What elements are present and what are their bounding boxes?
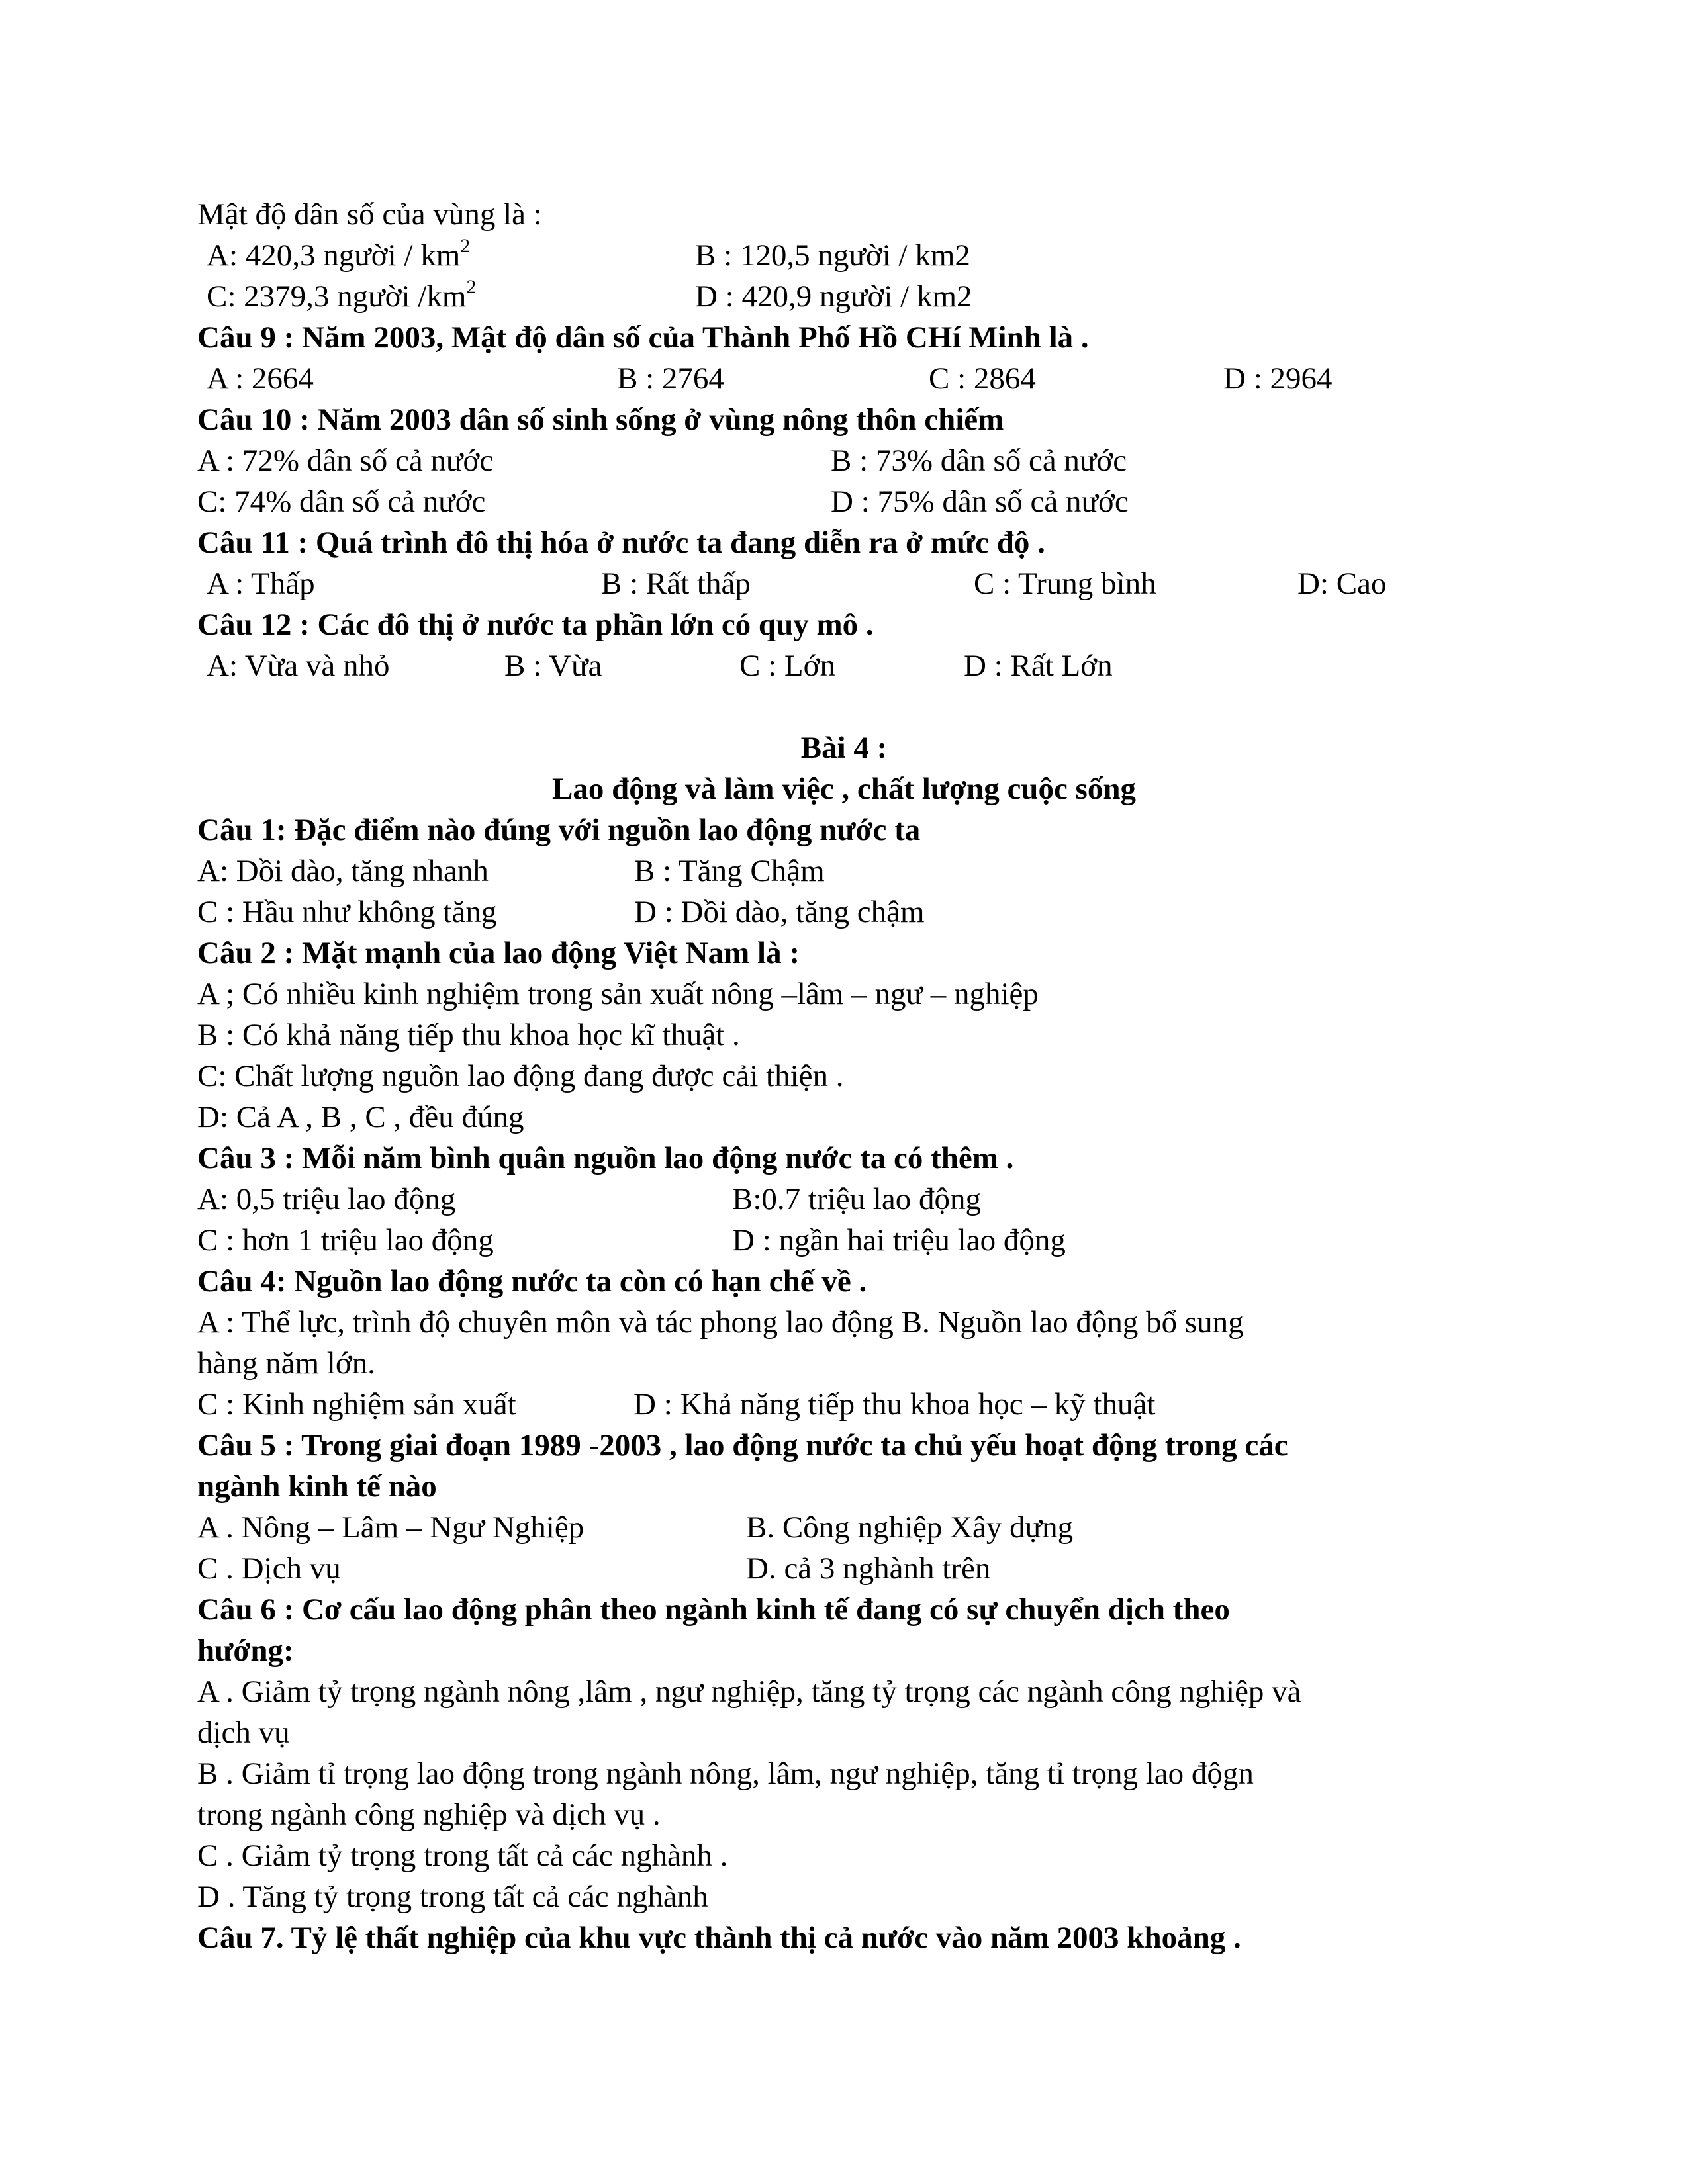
answer-option-b: B:0.7 triệu lao động bbox=[732, 1182, 981, 1216]
answer-option-a: A ; Có nhiều kinh nghiệm trong sản xuất nông –lâm – ngư – nghiệp bbox=[197, 977, 1039, 1011]
answer-option-c: C: 2379,3 người $/km^2$ bbox=[207, 276, 477, 314]
answer-option-d: D : 420,9 người / km2 bbox=[695, 279, 972, 314]
answer-option-a: A: Vừa và nhỏ bbox=[207, 649, 390, 683]
answer-option-b: B . Giảm tỉ trọng lao động trong ngành nông, lâm, ngư nghiệp, tăng tỉ trọng lao độgn bbox=[197, 1756, 1254, 1791]
answer-option-b: B : 73% dân số cả nước bbox=[831, 443, 1127, 478]
answer-option-d: D : 2964 bbox=[1223, 361, 1333, 396]
answer-option-b: B. Công nghiệp Xây dựng bbox=[746, 1510, 1074, 1545]
answer-option-c: C : Hầu như không tăng bbox=[197, 895, 497, 929]
answer-option-a: A : 72% dân số cả nước bbox=[197, 443, 494, 478]
question-3-stem: Câu 3 : Mỗi năm bình quân nguồn lao động nước ta có thêm . bbox=[197, 1141, 1014, 1175]
answer-option-c: C : Kinh nghiệm sản xuất bbox=[197, 1387, 516, 1422]
answer-option-c: C : hơn 1 triệu lao động bbox=[197, 1223, 494, 1257]
answer-option-a: A : 2664 bbox=[207, 361, 314, 396]
answer-option-a: A : Thấp bbox=[207, 567, 315, 601]
answer-option-a: A: Dồi dào, tăng nhanh bbox=[197, 854, 489, 888]
lesson-heading: Bài 4 : bbox=[800, 731, 888, 765]
answer-option-a: A . Giảm tỷ trọng ngành nông ,lâm , ngư nghiệp, tăng tỷ trọng các ngành công nghiệp và bbox=[197, 1674, 1301, 1709]
answer-option-b: B : 2764 bbox=[617, 361, 724, 396]
answer-option-d: D . Tăng tỷ trọng trong tất cả các nghành bbox=[197, 1880, 708, 1914]
question-12-stem: Câu 12 : Các đô thị ở nước ta phần lớn có quy mô . bbox=[197, 608, 874, 642]
question-6-stem: Câu 6 : Cơ cấu lao động phân theo ngành kinh tế đang có sự chuyển dịch theo bbox=[197, 1592, 1230, 1627]
answer-option-d: D. cả 3 nghành trên bbox=[746, 1551, 991, 1586]
answer-option-b: B : Rất thấp bbox=[601, 567, 751, 601]
answer-option-d: D : ngần hai triệu lao động bbox=[732, 1223, 1066, 1257]
question-5-stem-continued: ngành kinh tế nào bbox=[197, 1469, 437, 1504]
answer-option-d: D: Cao bbox=[1297, 567, 1387, 601]
answer-option-c: C . Giảm tỷ trọng trong tất cả các nghành . bbox=[197, 1839, 728, 1873]
answer-option-b-continued: trong ngành công nghiệp và dịch vụ . bbox=[197, 1797, 661, 1832]
question-1-stem: Câu 1: Đặc điểm nào đúng với nguồn lao động nước ta bbox=[197, 813, 921, 847]
question-11-stem: Câu 11 : Quá trình đô thị hóa ở nước ta đang diễn ra ở mức độ . bbox=[197, 525, 1045, 560]
question-4-stem: Câu 4: Nguồn lao động nước ta còn có hạn chế về . bbox=[197, 1264, 867, 1298]
answer-option-b: B : Có khả năng tiếp thu khoa học kĩ thuật . bbox=[197, 1018, 740, 1052]
answer-option-c: C: 74% dân số cả nước bbox=[197, 484, 486, 519]
question-stem: Mật độ dân số của vùng là : bbox=[197, 197, 542, 232]
answer-option-c: C : 2864 bbox=[929, 361, 1036, 396]
answer-option-b: B : 120,5 người / km2 bbox=[695, 238, 970, 273]
answer-option-d: D : Rất Lớn bbox=[964, 649, 1113, 683]
answer-option-a-continued: dịch vụ bbox=[197, 1715, 290, 1750]
answer-option-c: C: Chất lượng nguồn lao động đang được cải thiện . bbox=[197, 1059, 844, 1093]
answer-option-continuation: hàng năm lớn. bbox=[197, 1346, 375, 1381]
answer-option-c: C . Dịch vụ bbox=[197, 1551, 341, 1586]
question-2-stem: Câu 2 : Mặt mạnh của lao động Việt Nam là : bbox=[197, 936, 800, 970]
question-9-stem: Câu 9 : Năm 2003, Mật độ dân số của Thành Phố Hồ CHí Minh là . bbox=[197, 320, 1089, 355]
answer-option-d: D : Khả năng tiếp thu khoa học – kỹ thuật bbox=[633, 1387, 1156, 1422]
answer-option-c: C : Trung bình bbox=[974, 567, 1156, 601]
answer-option-d: D : 75% dân số cả nước bbox=[831, 484, 1129, 519]
answer-option-d: D : Dồi dào, tăng chậm bbox=[634, 895, 925, 929]
question-7-stem: Câu 7. Tỷ lệ thất nghiệp của khu vực thành thị cả nước vào năm 2003 khoảng . bbox=[197, 1921, 1241, 1955]
lesson-title: Lao động và làm việc , chất lượng cuộc sống bbox=[552, 772, 1136, 806]
answer-option-a-b: A : Thể lực, trình độ chuyên môn và tác phong lao động B. Nguồn lao động bổ sung bbox=[197, 1305, 1244, 1340]
answer-option-a: A . Nông – Lâm – Ngư Nghiệp bbox=[197, 1510, 585, 1545]
answer-option-d: D: Cả A , B , C , đều đúng bbox=[197, 1100, 524, 1134]
answer-option-a: A: 0,5 triệu lao động bbox=[197, 1182, 456, 1216]
question-5-stem: Câu 5 : Trong giai đoạn 1989 -2003 , lao động nước ta chủ yếu hoạt động trong các bbox=[197, 1428, 1288, 1463]
answer-option-b: B : Vừa bbox=[504, 649, 602, 683]
answer-option-a: A: 420,3 người / $km^2$ bbox=[207, 235, 471, 273]
question-10-stem: Câu 10 : Năm 2003 dân số sinh sống ở vùng nông thôn chiếm bbox=[197, 402, 1004, 437]
answer-option-c: C : Lớn bbox=[739, 649, 835, 683]
question-6-stem-continued: hướng: bbox=[197, 1633, 294, 1668]
answer-option-b: B : Tăng Chậm bbox=[634, 854, 825, 888]
